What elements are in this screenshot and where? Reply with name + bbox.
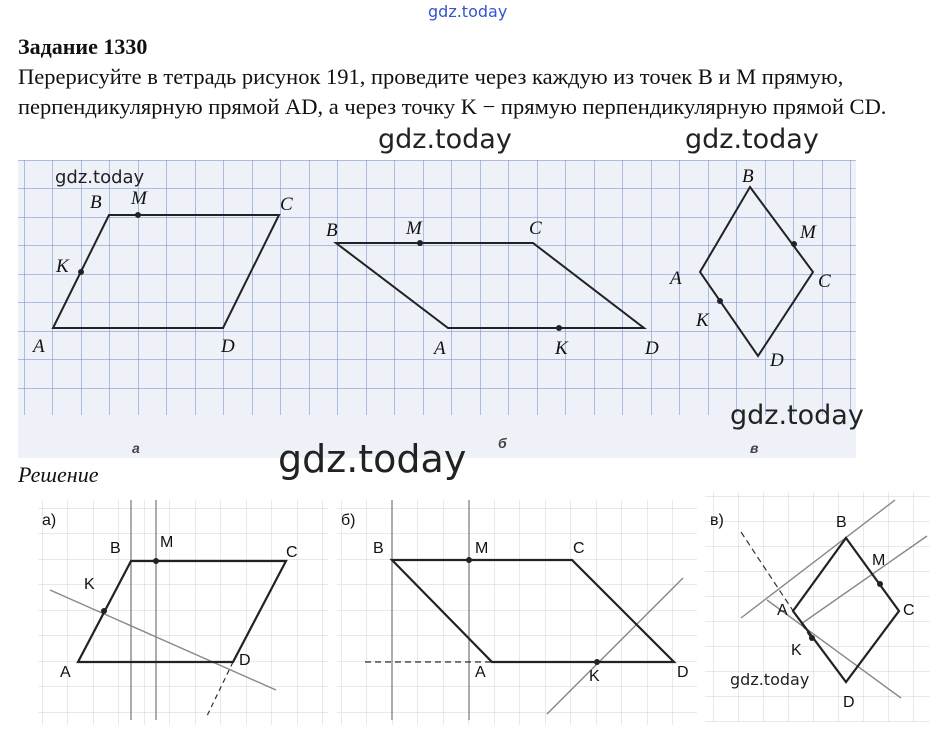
label-a-v: A	[670, 268, 682, 289]
sol-label-m-b: M	[475, 540, 489, 557]
sol-label-m-a: M	[160, 534, 174, 551]
sol-label-a-v: A	[777, 602, 788, 619]
watermark-1: gdz.today	[378, 124, 512, 155]
label-c-b: C	[529, 218, 542, 239]
label-d-b: D	[645, 338, 659, 359]
label-k-v: K	[696, 310, 709, 331]
label-c-a: C	[280, 194, 293, 215]
sol-label-c-b: C	[573, 540, 585, 557]
solution-point-m-v	[877, 581, 883, 587]
solution-a-svg	[38, 500, 328, 725]
watermark-4: gdz.today	[730, 400, 864, 431]
task-text: Перерисуйте в тетрадь рисунок 191, проведите через каждую из точек B и M прямую, перпендикулярную прямой AD, а через точку K − прямую перпендикулярную прямой CD.	[18, 64, 887, 119]
label-a-b: A	[434, 338, 446, 359]
point-m-v	[791, 241, 797, 247]
label-b-a: B	[90, 192, 102, 213]
caption-a: а	[132, 440, 140, 456]
watermark-top: gdz.today	[428, 2, 508, 21]
sol-label-k-b: K	[589, 668, 600, 685]
caption-v: в	[750, 440, 759, 456]
solution-b-grid	[337, 500, 697, 725]
point-k-v	[717, 298, 723, 304]
solution-point-m-b	[466, 557, 472, 563]
sol-label-d-v: D	[843, 694, 855, 711]
label-k-a: K	[56, 256, 69, 277]
sol-label-d-b: D	[677, 664, 689, 681]
sol-label-k-a: K	[84, 576, 95, 593]
watermark-6: gdz.today	[730, 670, 810, 689]
sol-label-b-b: B	[373, 540, 384, 557]
label-k-b: K	[555, 338, 568, 359]
solution-point-k-v	[809, 635, 815, 641]
point-m-a	[135, 212, 141, 218]
label-d-v: D	[770, 350, 784, 371]
solution-a-grid	[38, 500, 328, 725]
label-m-b: M	[406, 218, 422, 239]
solution-tag-a: а)	[42, 512, 57, 529]
sol-label-b-v: B	[836, 514, 847, 531]
solution-point-k-b	[594, 659, 600, 665]
task-title: Задание 1330	[18, 34, 148, 59]
sol-label-d-a: D	[239, 652, 251, 669]
label-m-a: M	[131, 188, 147, 209]
point-m-b	[417, 240, 423, 246]
label-c-v: C	[818, 271, 831, 292]
label-b-v: B	[742, 166, 754, 187]
sol-label-m-v: M	[872, 552, 886, 569]
solution-title: Решение	[18, 462, 99, 487]
point-k-a	[78, 269, 84, 275]
sol-label-a-b: A	[475, 664, 486, 681]
solution-panel-b	[337, 500, 697, 725]
watermark-3: gdz.today	[55, 167, 145, 188]
solution-b-svg	[337, 500, 697, 725]
sol-label-a-a: A	[60, 664, 71, 681]
watermark-5: gdz.today	[278, 437, 467, 481]
solution-tag-b: б)	[341, 512, 356, 529]
sol-label-b-a: B	[110, 540, 121, 557]
point-k-b	[556, 325, 562, 331]
solution-panel-a	[38, 500, 328, 725]
label-m-v: M	[800, 222, 816, 243]
label-b-b: B	[326, 220, 338, 241]
label-a-a: A	[33, 336, 45, 357]
solution-tag-v: в)	[710, 512, 724, 529]
sol-label-c-v: C	[903, 602, 915, 619]
solution-point-m-a	[153, 558, 159, 564]
watermark-2: gdz.today	[685, 124, 819, 155]
sol-label-k-v: K	[791, 642, 802, 659]
sol-label-c-a: C	[286, 544, 298, 561]
label-d-a: D	[221, 336, 235, 357]
caption-b: б	[498, 435, 507, 451]
solution-point-k-a	[101, 608, 107, 614]
